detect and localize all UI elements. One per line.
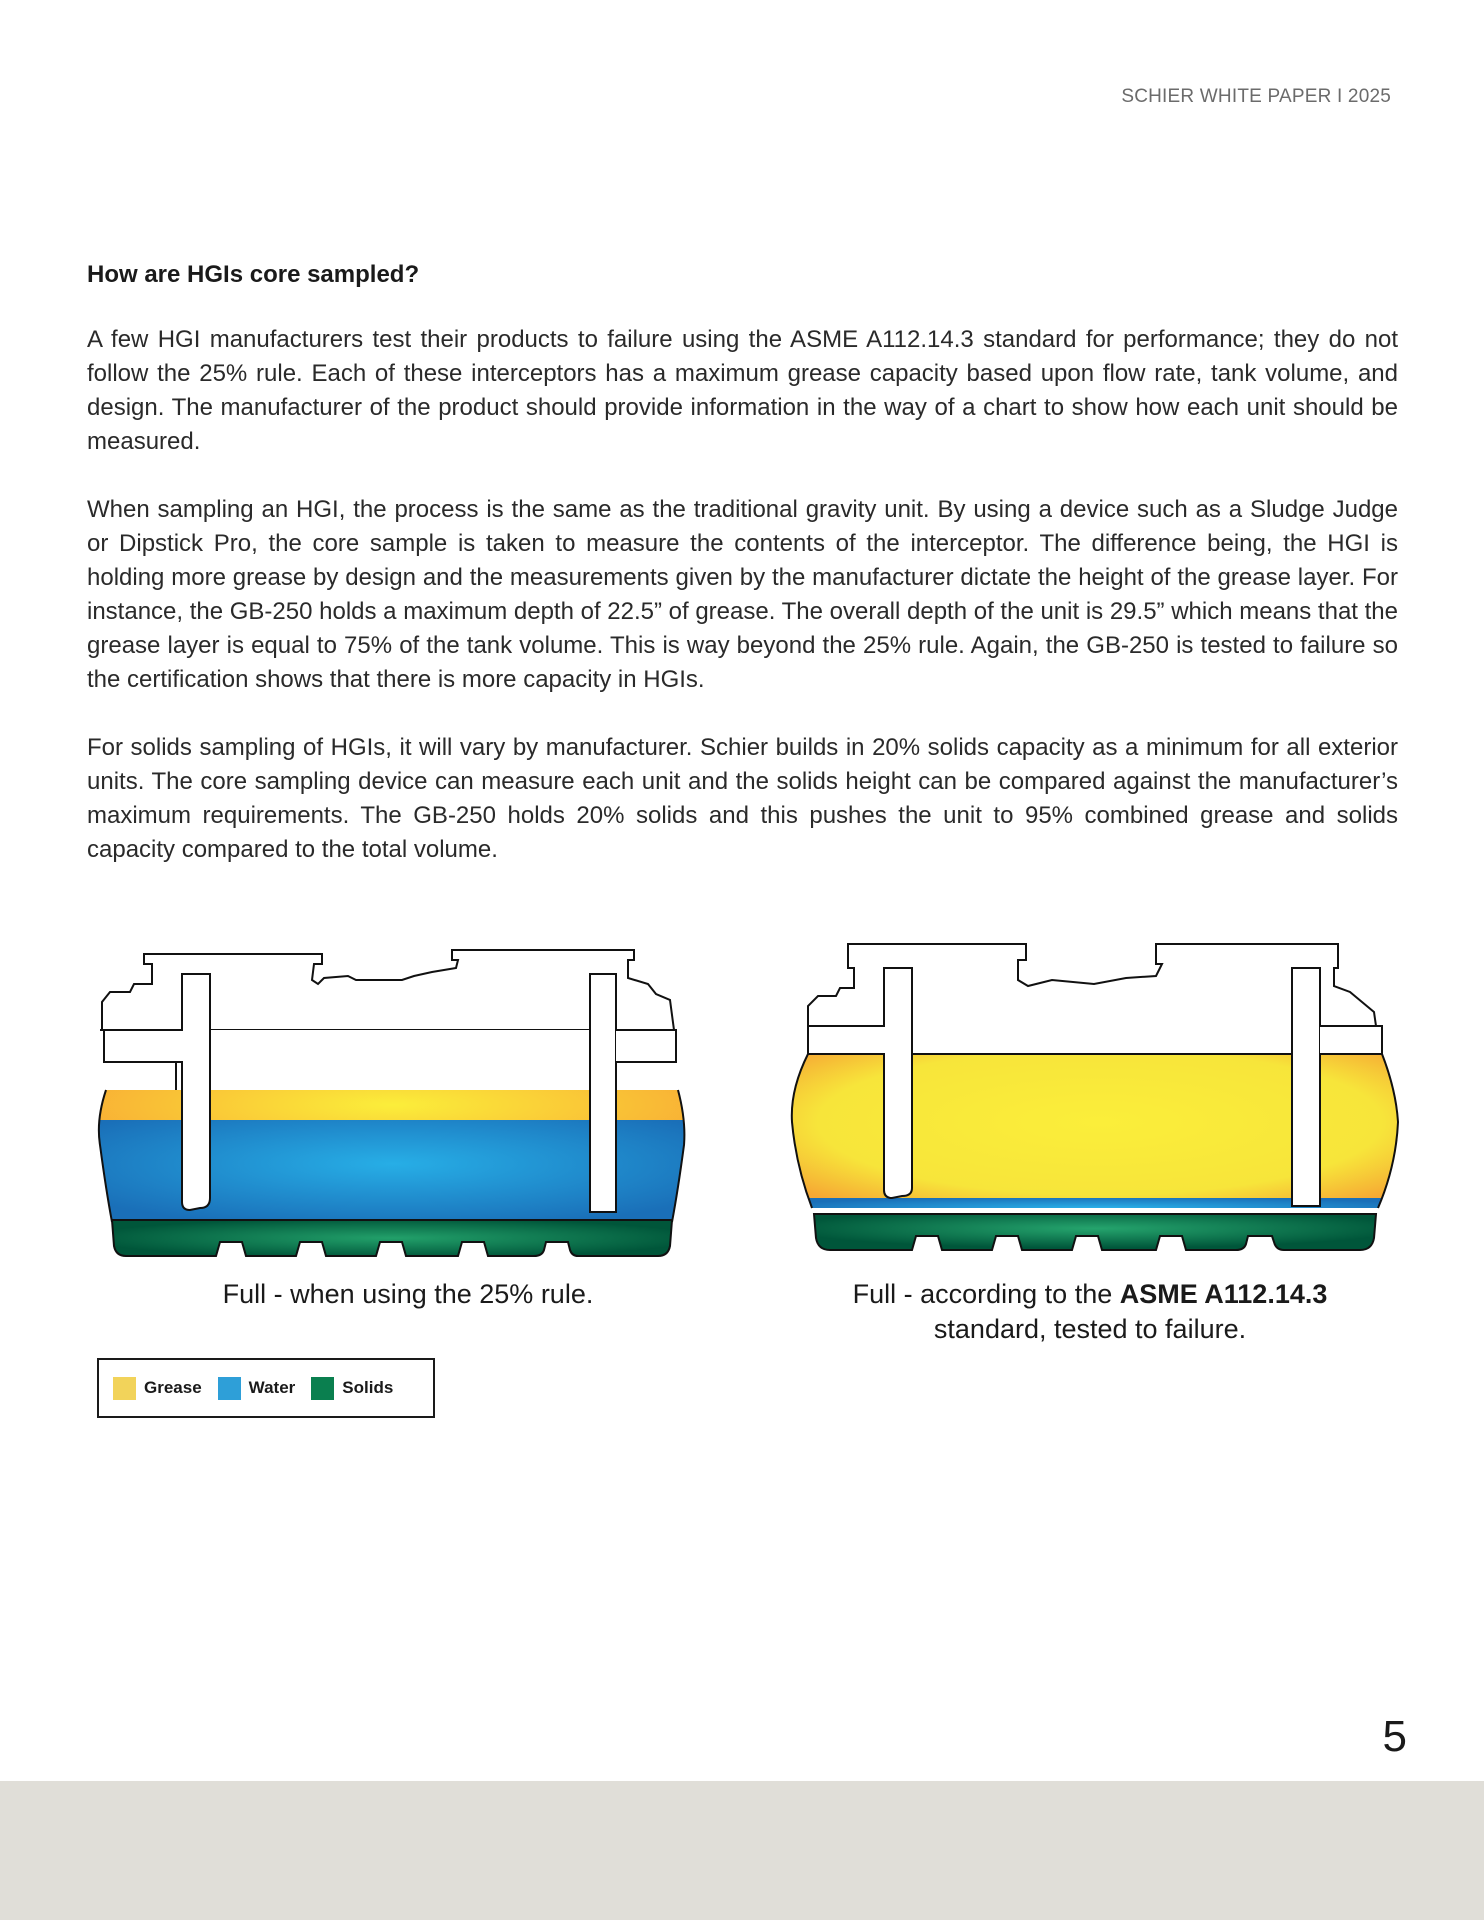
legend-label: Grease xyxy=(144,1378,202,1397)
grease-swatch xyxy=(113,1377,136,1400)
legend-item-solids xyxy=(311,1377,393,1400)
section-content xyxy=(87,258,1398,901)
water-swatch xyxy=(218,1377,241,1400)
footer-band xyxy=(0,1781,1484,1920)
paragraph-1: A few HGI manufacturers test their products to failure using the ASME A112.14.3 standard for performance; they do not follow the 25% rule. Each of these interceptors has a maximum grease capacity based upon flow rate, tank volume, and design. The manufacturer of the product should provide information in the way of a chart to show how each unit should be measured. xyxy=(87,326,1398,455)
tank-diagram-25-rule xyxy=(86,940,700,1270)
legend xyxy=(97,1358,435,1418)
legend-item-water xyxy=(218,1377,296,1400)
caption-asme-post: standard, tested to failure. xyxy=(933,1314,1247,1344)
solids-layer xyxy=(112,1220,672,1256)
paragraph-2: When sampling an HGI, the process is the same as the traditional gravity unit. By using a device such as a Sludge Judge or Dipstick Pro, the core sample is taken to measure the contents of the interceptor. The difference being, the HGI is holding more grease by design and the measurements given by the manufacturer dictate the height of the grease layer. For instance, the GB-250 holds a maximum depth of 22.5” of grease. The overall depth of the unit is 29.5” which means that the grease layer is equal to 75% of the tank volume. This is way beyond the 25% rule. Again, the GB-250 is tested to failure so the certification shows that there is more capacity in HGIs. xyxy=(87,496,1398,693)
header-tag: SCHIER WHITE PAPER I 2025 xyxy=(1121,86,1391,107)
solids-swatch xyxy=(311,1377,334,1400)
caption-asme-standard xyxy=(790,1277,1390,1347)
legend-label: Solids xyxy=(342,1378,394,1397)
caption-asme-bold: ASME A112.14.3 xyxy=(1119,1279,1328,1309)
legend-item-grease xyxy=(113,1377,202,1400)
section-heading: How are HGIs core sampled? xyxy=(87,261,420,288)
tank-diagram-asme-standard xyxy=(790,940,1410,1270)
page-number: 5 xyxy=(1382,1712,1407,1761)
caption-25-rule: Full - when using the 25% rule. xyxy=(222,1279,594,1309)
solids-layer xyxy=(814,1214,1376,1250)
caption-asme-pre: Full - according to the xyxy=(852,1279,1120,1309)
legend-label: Water xyxy=(248,1378,296,1397)
paragraph-3: For solids sampling of HGIs, it will vary by manufacturer. Schier builds in 20% solids capacity as a minimum for all exterior units. The core sampling device can measure each unit and the solids height can be compared against the manufacturer’s maximum requirements. The GB-250 holds 20% solids and this pushes the unit to 95% combined grease and solids capacity compared to the total volume. xyxy=(87,734,1398,863)
